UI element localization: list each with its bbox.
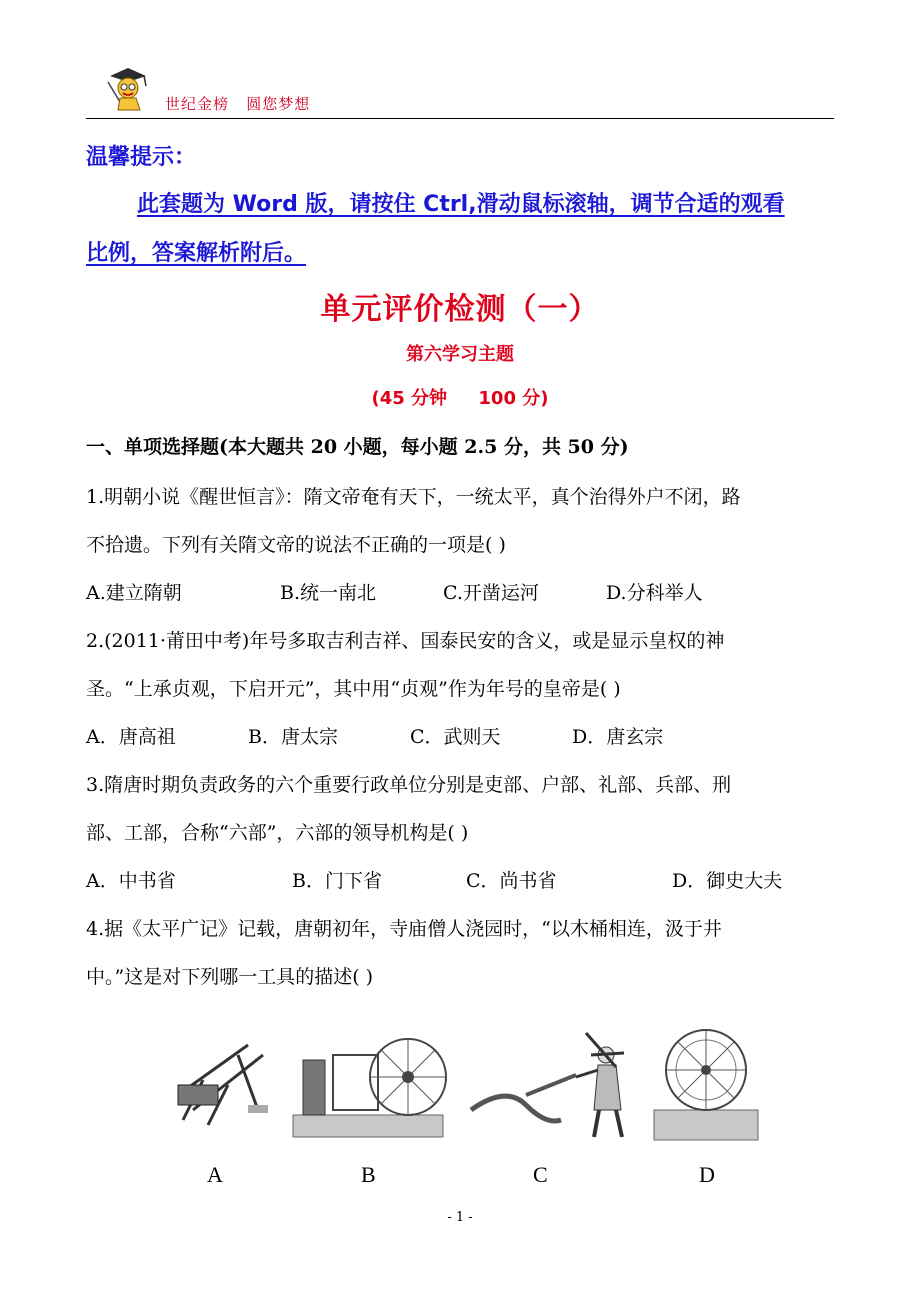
page-number: - 1 -	[447, 1210, 473, 1225]
figure-b-image	[288, 1025, 448, 1145]
question-3-line-2: 部、工部，合称“六部”，六部的领导机构是( )	[86, 822, 469, 844]
question-2-line-2: 圣。“上承贞观，下启开元”，其中用“贞观”作为年号的皇帝是( )	[86, 678, 621, 700]
q1-option-d: D.分科举人	[606, 582, 703, 604]
q2-option-a: A．唐高祖	[86, 726, 176, 748]
question-1-line-1: 1.明朝小说《醒世恒言》：隋文帝奄有天下，一统太平，真个治得外户不闭，路	[86, 486, 741, 508]
q2-option-b: B．唐太宗	[248, 726, 338, 748]
q2-option-d: D．唐玄宗	[572, 726, 664, 748]
section-heading: 一、单项选择题(本大题共 20 小题，每小题 2.5 分，共 50 分)	[86, 436, 629, 458]
figure-a-image	[158, 1025, 278, 1145]
question-4-line-1: 4.据《太平广记》记载，唐朝初年，寺庙僧人浇园时，“以木桶相连，汲于井	[86, 918, 722, 940]
time-score: (45 分钟 100 分)	[371, 388, 549, 409]
q3-option-a: A．中书省	[86, 870, 176, 892]
figure-d-image	[646, 1025, 766, 1145]
figure-label-a: A	[207, 1162, 223, 1187]
question-3-line-1: 3.隋唐时期负责政务的六个重要行政单位分别是吏部、户部、礼部、兵部、刑	[86, 774, 732, 796]
question-2-line-1: 2.(2011·莆田中考)年号多取吉利吉祥、国泰民安的含义，或是显示皇权的神	[86, 630, 725, 652]
figure-c-image	[466, 1025, 636, 1145]
q1-option-c: C.开凿运河	[443, 582, 539, 604]
header-divider	[86, 118, 834, 119]
tip-line-2: 比例，答案解析附后。	[86, 241, 307, 266]
question-4-line-2: 中。”这是对下列哪一工具的描述( )	[86, 966, 374, 988]
q3-option-c: C．尚书省	[466, 870, 557, 892]
q1-option-b: B.统一南北	[280, 582, 377, 604]
q2-option-c: C．武则天	[410, 726, 501, 748]
figure-label-c: C	[533, 1162, 548, 1187]
page-title: 单元评价检测（一）	[320, 292, 600, 327]
tip-title: 温馨提示：	[86, 145, 197, 170]
figure-label-d: D	[699, 1162, 715, 1187]
page-subtitle: 第六学习主题	[406, 344, 514, 365]
q1-option-a: A.建立隋朝	[86, 582, 182, 604]
question-1-line-2: 不拾遗。下列有关隋文帝的说法不正确的一项是( )	[86, 534, 506, 556]
q3-option-d: D．御史大夫	[672, 870, 783, 892]
figure-label-b: B	[361, 1162, 376, 1187]
scholar-logo-icon	[100, 62, 160, 112]
header-slogan: 世纪金榜 圆您梦想	[165, 95, 311, 113]
q3-option-b: B．门下省	[292, 870, 382, 892]
tip-line-1: 此套题为 Word 版，请按住 Ctrl,滑动鼠标滚轴，调节合适的观看	[137, 192, 785, 217]
